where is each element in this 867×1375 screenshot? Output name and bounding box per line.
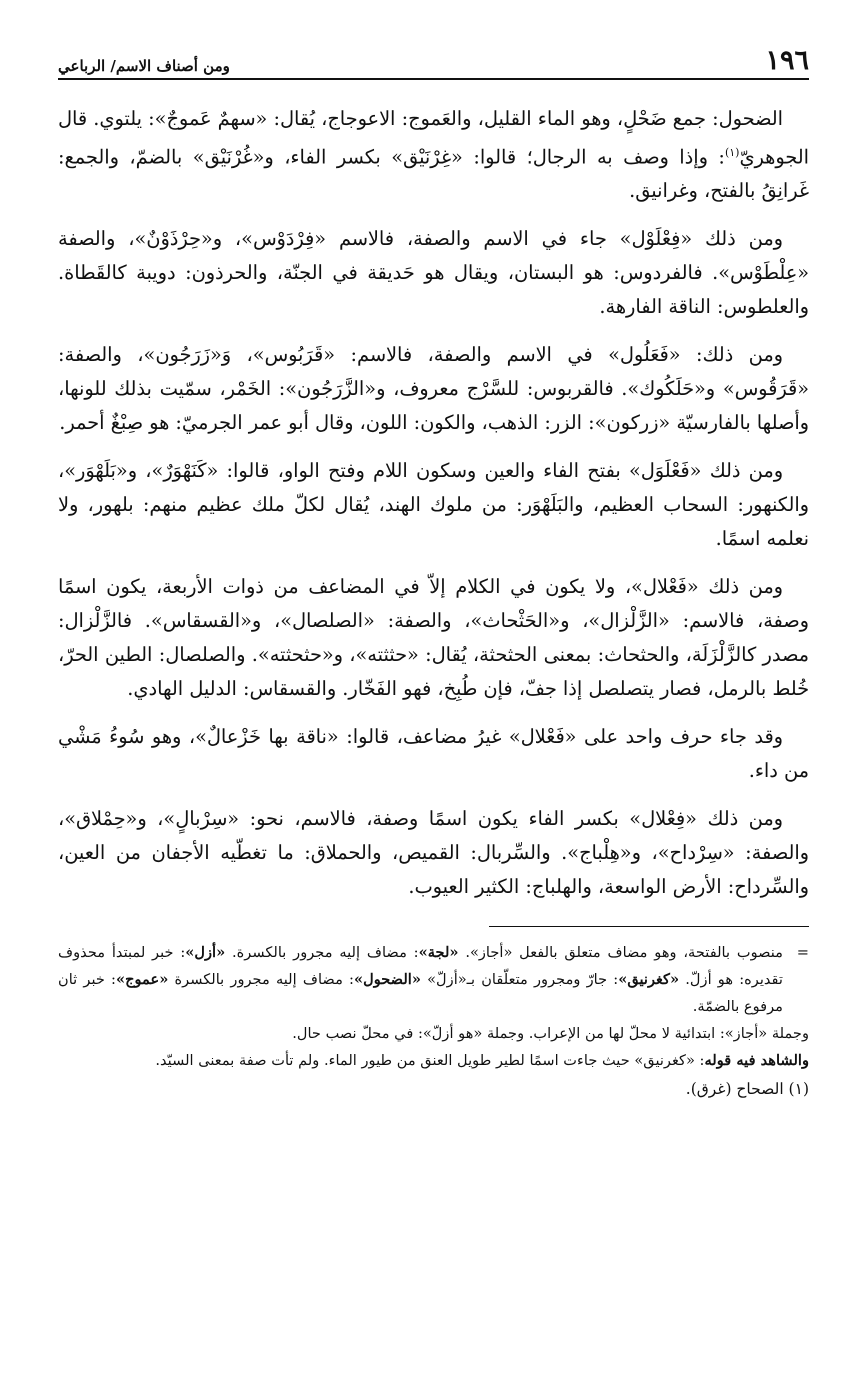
footnote-divider (489, 926, 809, 927)
footnote-label: والشاهد فيه قوله (704, 1052, 809, 1070)
page-number: ١٩٦ (765, 45, 809, 76)
footnote-line: والشاهد فيه قوله: «كغرنيق» حيث جاءت اسمًا لطير طويل العنق من طيور الماء. ولم تأت صفة بمعنى السيّد. (155, 1052, 809, 1070)
footnotes (58, 939, 809, 1103)
paragraph-text: الضحول: جمع ضَحْلٍ، وهو الماء القليل، والعَموج: الاعوجاج، يُقال: «سهمٌ عَموجٌ»: يلتوي. قال الجوهريّ (58, 107, 809, 169)
paragraph: ومن ذلك: «فَعَلُول» في الاسم والصفة، فالاسم: «قَرَبُوس»، وَ«زَرَجُون»، والصفة: «قَرَقُوس» و«حَلَكُوك». فالقربوس: للسَّرْج معروف، و«الزَّرَجُون»: الخَمْر، سمّيت بذلك للونها، وأصلها بالفارسيّة «زركون»: الزر: الذهب، والكون: اللون، وقال أبو عمر الجرميّ: هو صِبْغٌ أحمر. (58, 343, 809, 435)
footnote-continuation: = منصوب بالفتحة، وهو مضاف متعلق بالفعل «أجاز». «لجة»: مضاف إليه مجرور بالكسرة. «أزل»: خبر لمبتدأ محذوف تقديره: هو أزلّ. «كغرنيق»: جارّ ومجرور متعلّقان بـ«أزلّ» «الضحول»: مضاف إليه مجرور بالكسرة «عموج»: خبر ثان مرفوع بالضمّة. (58, 939, 809, 1020)
paragraph: ومن ذلك «فَعْلَوَل» بفتح الفاء والعين وسكون اللام وفتح الواو، قالوا: «كَنَهْوَرٌ»، و«بَلَهْوَر»، والكنهور: السحاب العظيم، والبَلَهْوَر: من ملوك الهند، يُقال لكلّ ملك عظيم منهم: بلهور، ولا نعلمه اسمًا. (58, 459, 809, 551)
paragraph-text: : وإذا وصف به الرجال؛ قالوا: «غِرْنَيْق» بكسر الفاء، و«غُرْنَيْق» بالضمّ، والجمع: غَرانِقُ بالفتح، وغرانيق. (58, 145, 809, 203)
paragraph (58, 102, 809, 208)
continuation-marker: = (796, 944, 809, 962)
footnote-ref: (١) (724, 146, 740, 159)
running-title: ومن أصناف الاسم/ الرباعي (58, 57, 230, 75)
footnote-note: (١) الصحاح (غرق). (685, 1080, 809, 1099)
paragraph: ومن ذلك «فِعْلَوْل» جاء في الاسم والصفة، فالاسم «فِرْدَوْس»، و«حِرْذَوْنٌ»، والصفة «عِلْطَوْس». فالفردوس: هو البستان، ويقال هو حَديقة في الجنّة، والحرذون: دويبة كالقَطاة. والعلطوس: الناقة الفارهة. (58, 227, 809, 319)
paragraph: ومن ذلك «فِعْلال» بكسر الفاء يكون اسمًا وصفة، فالاسم، نحو: «سِرْبالٍ»، و«حِمْلاق»، والصفة: «سِرْداح»، و«هِلْباج». والسِّربال: القميص، والحملاق: ما تغطّيه الأجفان من العين، والسِّرداح: الأرض الواسعة، والهلباج: الكثير العيوب. (58, 807, 809, 899)
main-text (58, 102, 809, 904)
page-header (58, 40, 809, 80)
paragraph: وقد جاء حرف واحد على «فَعْلال» غيرُ مضاعف، قالوا: «ناقة بها خَزْعالٌ»، وهو سُوءُ مَشْي من داء. (58, 725, 809, 783)
paragraph: ومن ذلك «فَعْلال»، ولا يكون في الكلام إلاّ في المضاعف من ذوات الأربعة، يكون اسمًا وصفة، فالاسم: «الزَّلْزال»، و«الحَثْحاث»، والصفة: «الصلصال»، و«القسقاس». فالزَّلْزال: مصدر كالزَّلْزَلَة، والحثحاث: بمعنى الحثحثة، يُقال: «حثثته»، و«حثحثته». والصلصال: الطين الحرّ، خُلط بالرمل، فصار يتصلصل إذا جفّ، فإن طُبِخ، فهو الفَخّار. والقسقاس: الدليل الهادي. (58, 575, 809, 701)
footnote-line: وجملة «أجاز»: ابتدائية لا محلّ لها من الإعراب. وجملة «هو أزلّ»: في محلّ نصب حال. (292, 1025, 809, 1043)
